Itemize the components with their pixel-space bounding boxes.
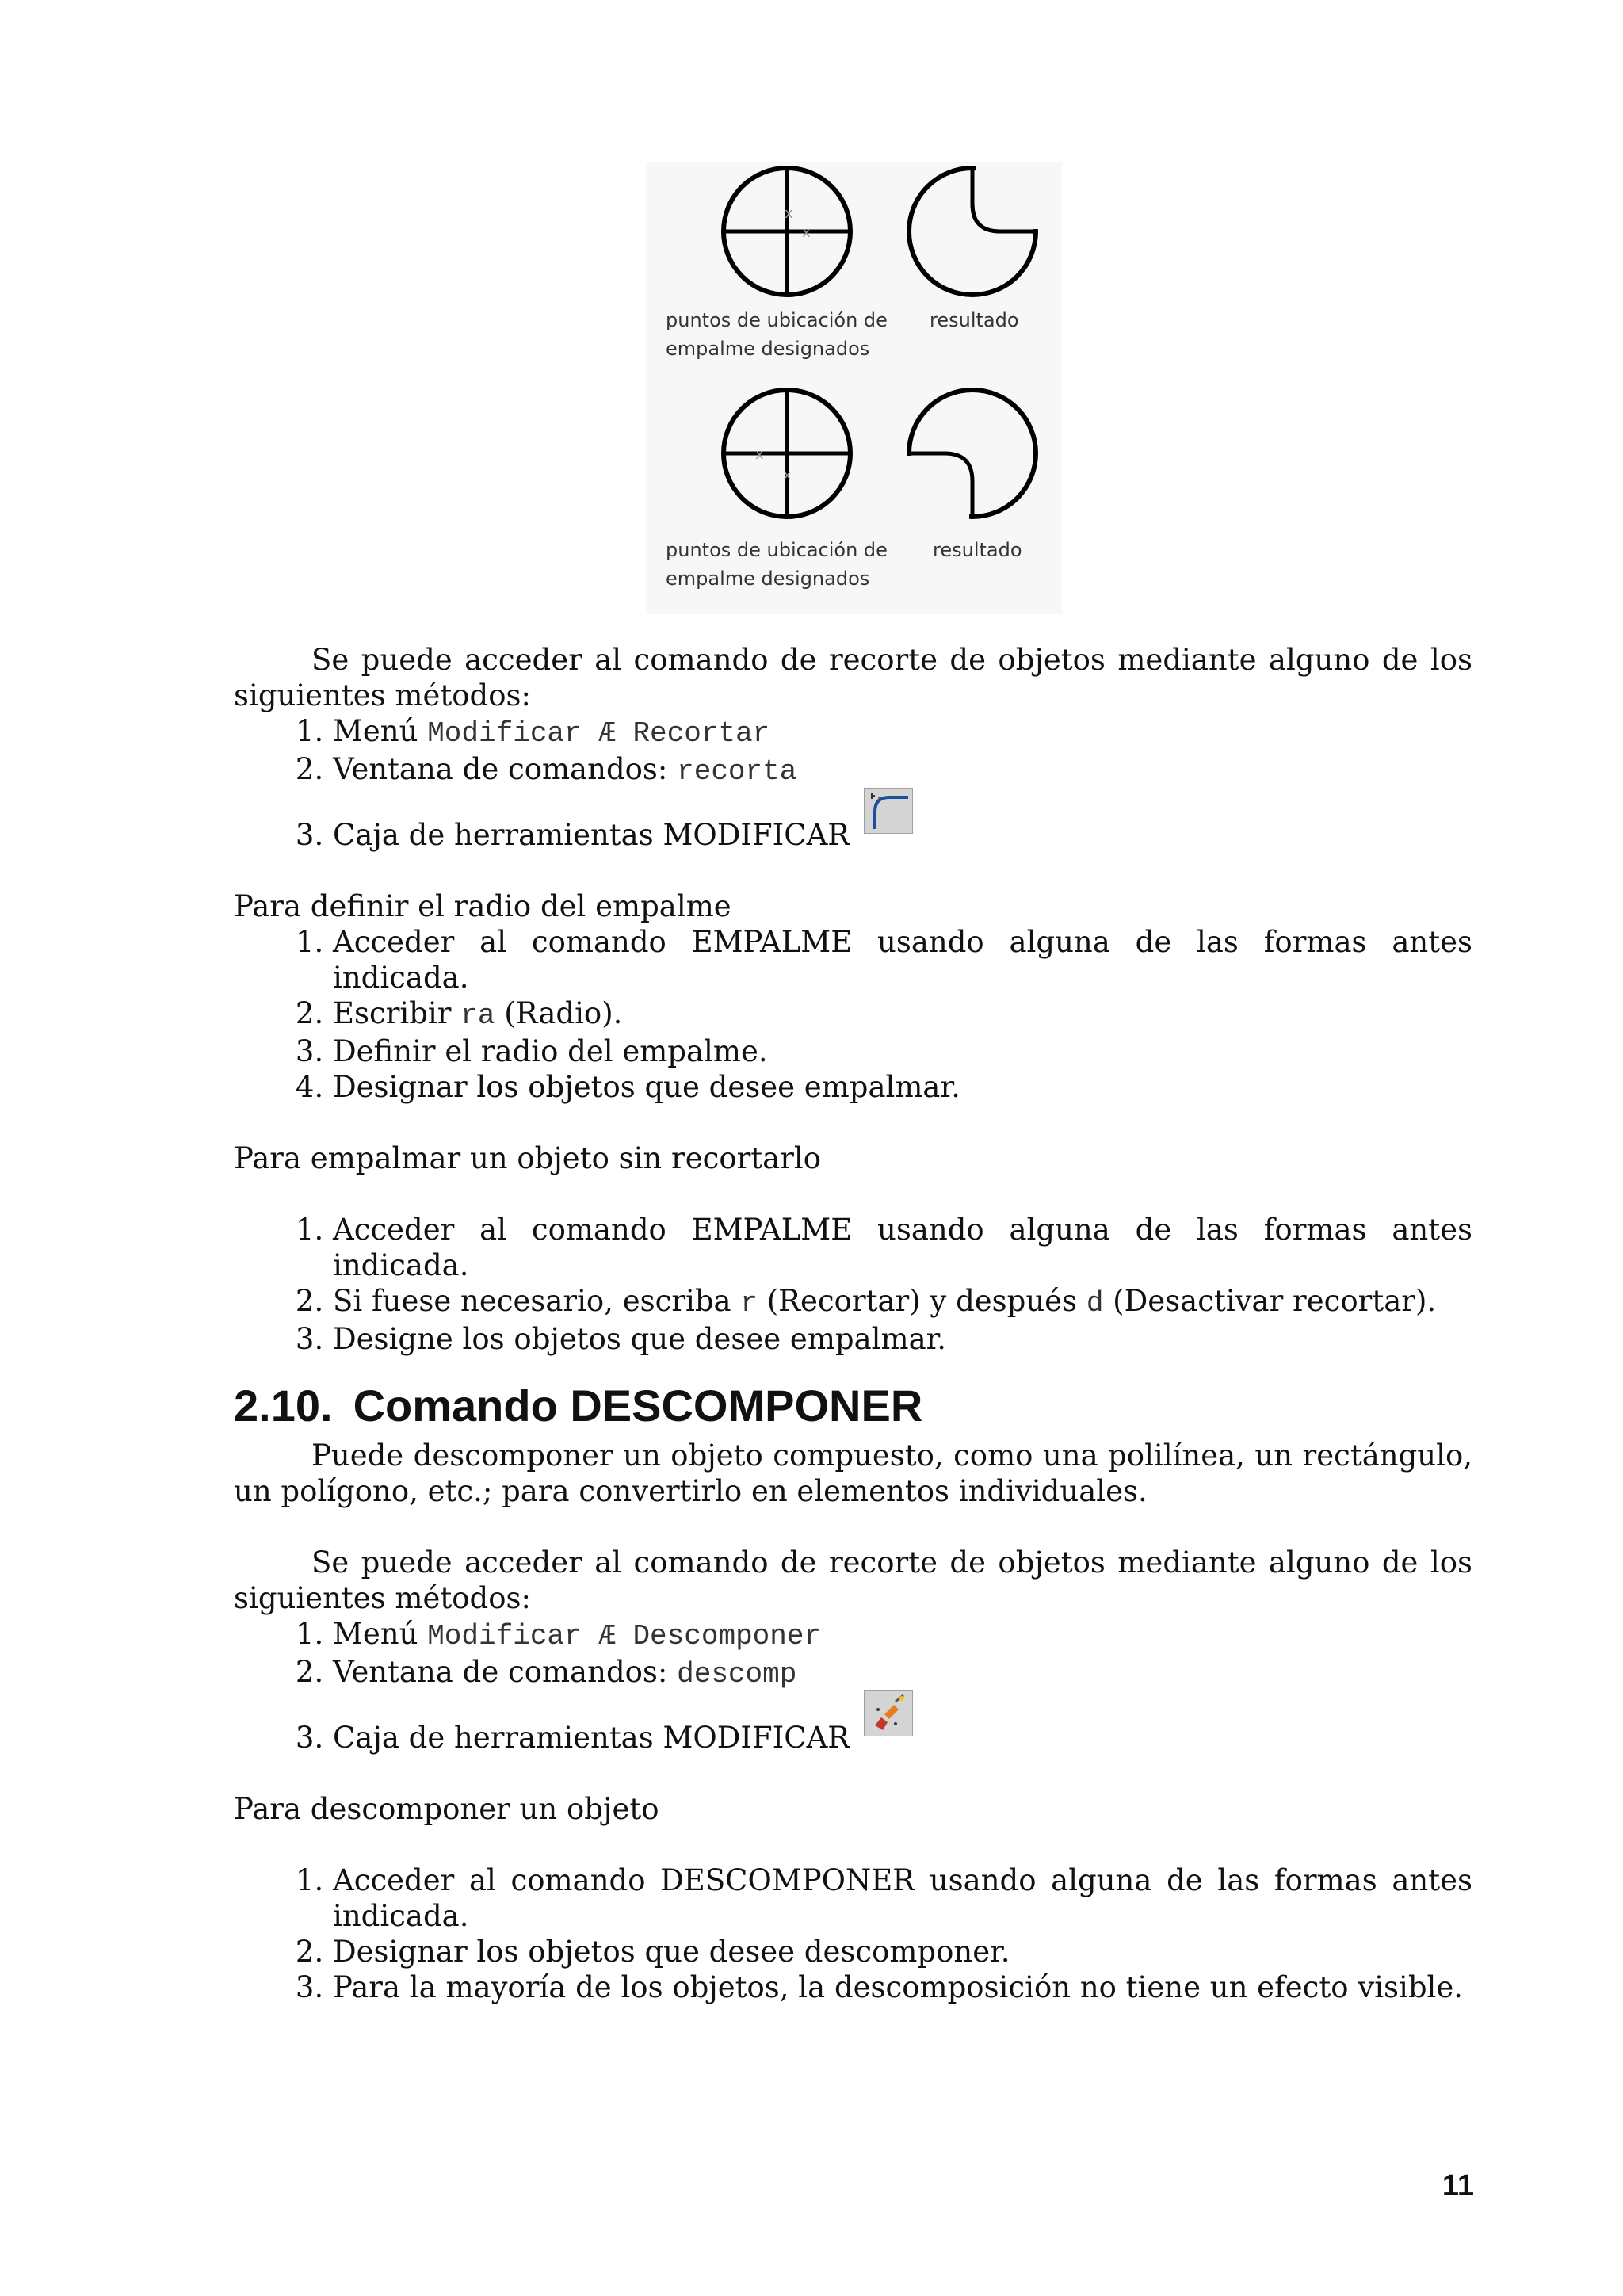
access-paragraph: Se puede acceder al comando de recorte de objetos mediante alguno de los siguientes métodos: — [234, 1545, 1472, 1615]
fig-label-top-left-1: puntos de ubicación de — [666, 309, 888, 331]
list-item: 1. Acceder al comando EMPALME usando alguna de las formas antes indicada. — [333, 924, 1472, 995]
section-heading — [234, 1381, 1472, 1431]
svg-text:x: x — [802, 224, 811, 241]
step-text: Escribir — [333, 996, 461, 1030]
fig-label-bottom-left-2: empalme designados — [666, 567, 870, 590]
explode-heading: Para descomponer un objeto — [234, 1792, 659, 1826]
option-code: d — [1086, 1287, 1104, 1320]
fillet-diagram-svg — [646, 162, 1062, 614]
option-code: ra — [460, 999, 495, 1032]
access-paragraph: Se puede acceder al comando de recorte de objetos mediante alguno de los siguientes métodos: — [234, 643, 1472, 712]
step-text: (Desactivar recortar). — [1103, 1284, 1437, 1318]
step-text: (Radio). — [495, 996, 623, 1030]
section-number: 2.10. — [234, 1381, 333, 1431]
list-item: 1. Acceder al comando EMPALME usando alguna de las formas antes indicada. — [333, 1212, 1472, 1283]
list-item: 3. Para la mayoría de los objetos, la descomposición no tiene un efecto visible. — [333, 1969, 1472, 2005]
method-label: Caja de herramientas MODIFICAR — [333, 818, 850, 852]
list-item: 4. Designar los objetos que desee empalmar. — [333, 1069, 1472, 1105]
step-text: (Recortar) y después — [757, 1284, 1086, 1318]
list-item — [333, 802, 1472, 853]
list-item — [333, 1705, 1472, 1755]
list-item — [333, 995, 1472, 1033]
fillet-tool-icon — [864, 788, 913, 834]
fillet-diagram — [646, 162, 1062, 614]
list-item: 1. Acceder al comando DESCOMPONER usando alguna de las formas antes indicada. — [333, 1862, 1472, 1934]
no-trim-heading: Para empalmar un objeto sin recortarlo — [234, 1141, 822, 1175]
method-label: Caja de herramientas MODIFICAR — [333, 1721, 850, 1755]
list-item — [333, 1283, 1472, 1321]
command-name: recorta — [677, 755, 797, 788]
fig-label-bottom-left-1: puntos de ubicación de — [666, 539, 888, 561]
method-label: Ventana de comandos: — [333, 752, 678, 786]
document-body — [234, 642, 1472, 2005]
list-item — [333, 1654, 1472, 1692]
radius-heading: Para definir el radio del empalme — [234, 889, 731, 923]
bottom-right-result — [906, 390, 1036, 519]
top-right-result — [909, 166, 1039, 295]
explode-steps-list — [234, 1862, 1472, 2005]
svg-text:x: x — [755, 446, 764, 463]
list-item — [333, 751, 1472, 789]
svg-text:x: x — [783, 467, 792, 483]
page-number: 11 — [1442, 2169, 1474, 2202]
list-item: 3. Designe los objetos que desee empalmar. — [333, 1321, 1472, 1357]
command-name: descomp — [677, 1658, 797, 1690]
fig-label-top-right: resultado — [930, 309, 1019, 331]
list-item: 2. Designar los objetos que desee descomponer. — [333, 1934, 1472, 1969]
radius-steps-list — [234, 924, 1472, 1105]
svg-text:x: x — [785, 205, 793, 222]
list-item: 3. Definir el radio del empalme. — [333, 1033, 1472, 1069]
list-item — [333, 1616, 1472, 1654]
menu-path: Modificar Æ Recortar — [427, 717, 770, 750]
method-label: Ventana de comandos: — [333, 1655, 678, 1689]
menu-path: Modificar Æ Descomponer — [427, 1620, 822, 1652]
step-text: Si fuese necesario, escriba — [333, 1284, 741, 1318]
option-code: r — [740, 1287, 758, 1320]
section-title: Comando DESCOMPONER — [353, 1381, 923, 1431]
bottom-left-circle-cross — [724, 390, 850, 517]
descomponer-intro: Puede descomponer un objeto compuesto, como una polilínea, un rectángulo, un polígono, etc.; para convertirlo en elementos individuales. — [234, 1438, 1472, 1508]
access-methods-list — [234, 1616, 1472, 1755]
explode-tool-icon — [864, 1690, 913, 1736]
fig-label-bottom-right: resultado — [933, 539, 1022, 561]
method-label: Menú — [333, 1617, 428, 1651]
no-trim-steps-list — [234, 1212, 1472, 1357]
top-left-circle-cross — [724, 168, 850, 295]
fig-label-top-left-2: empalme designados — [666, 338, 870, 360]
method-label: Menú — [333, 714, 428, 748]
access-methods-list — [234, 713, 1472, 853]
list-item — [333, 713, 1472, 751]
